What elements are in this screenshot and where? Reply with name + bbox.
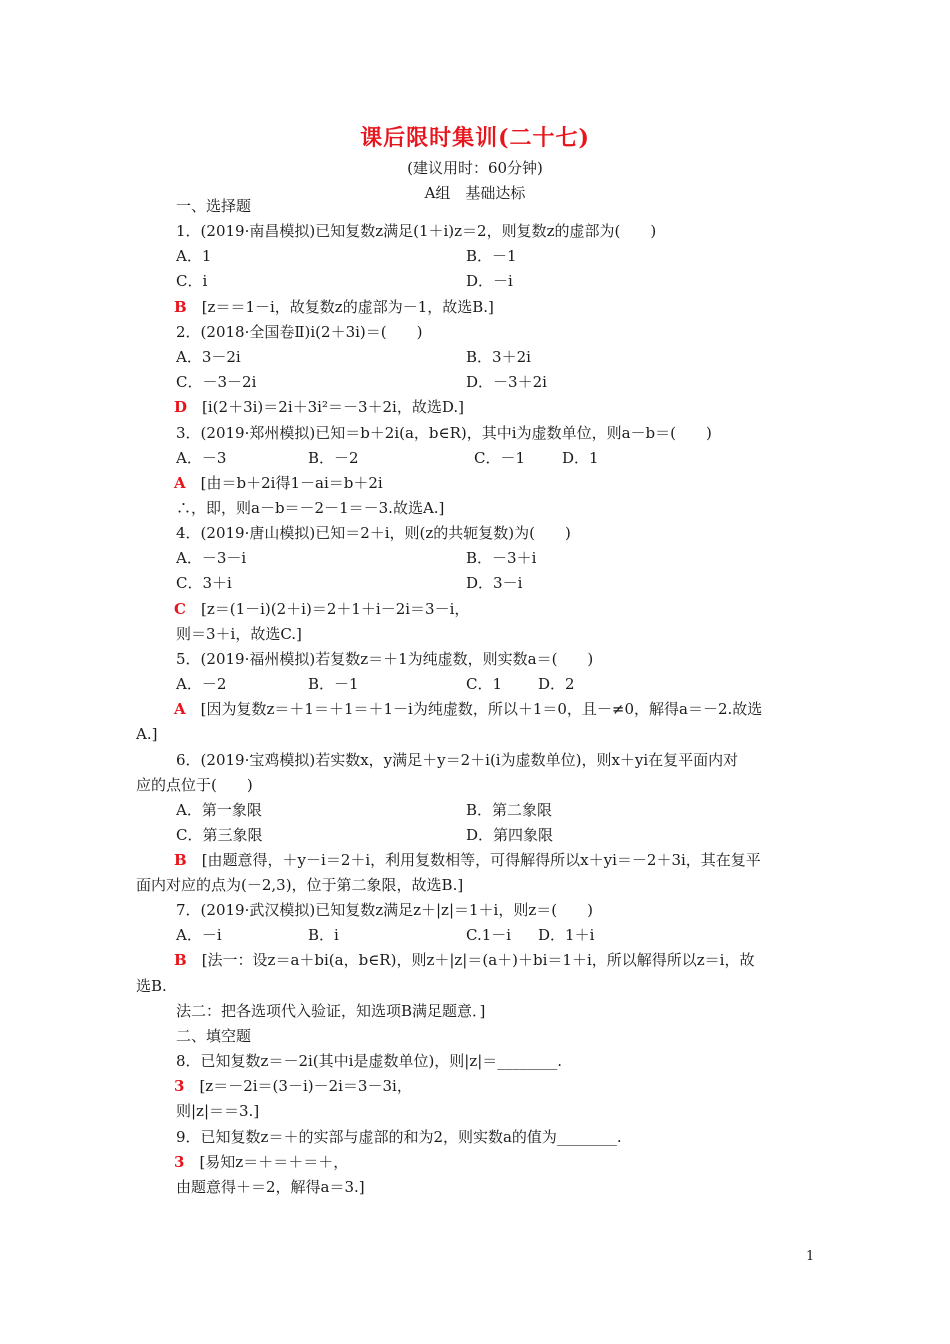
answer-line bbox=[174, 850, 761, 870]
text-line bbox=[176, 825, 262, 845]
line-text: [z＝－2i＝(3－i)－2i＝3－3i， bbox=[199, 1077, 412, 1095]
line-text: B．3＋2i bbox=[466, 348, 531, 366]
line-text: B．－2 bbox=[308, 449, 359, 467]
line-text: 二、填空题 bbox=[176, 1027, 252, 1045]
line-text: 6．(2019·宝鸡模拟)若实数x，y满足＋y＝2＋i(i为虚数单位)，则x＋yi在复平面内对 bbox=[176, 751, 739, 769]
text-line bbox=[176, 246, 211, 266]
line-text: 1．(2019·南昌模拟)已知复数z满足(1＋i)z＝2，则复数z的虚部为( ) bbox=[176, 222, 657, 240]
text-line bbox=[176, 548, 246, 568]
line-text: A．第一象限 bbox=[176, 801, 262, 819]
text-line bbox=[176, 900, 593, 920]
line-text: C．3＋i bbox=[176, 574, 232, 592]
text-line bbox=[176, 1001, 485, 1021]
line-text: A．－2 bbox=[176, 675, 227, 693]
answer-line bbox=[174, 1152, 348, 1172]
line-text: 2．(2018·全国卷Ⅱ)i(2＋3i)＝( ) bbox=[176, 323, 423, 341]
line-text: 3．(2019·郑州模拟)已知＝b＋2i(a，b∈R)，其中i为虚数单位，则a－b＝( ) bbox=[176, 424, 712, 442]
line-text: D．2 bbox=[538, 675, 575, 693]
text-line bbox=[176, 372, 256, 392]
text-line bbox=[176, 347, 241, 367]
line-text: [z＝(1－i)(2＋i)＝2＋1＋i－2i＝3－i， bbox=[200, 600, 470, 618]
text-line bbox=[176, 322, 422, 342]
line-text: C．－3－2i bbox=[176, 373, 257, 391]
text-line bbox=[466, 548, 536, 568]
answer-letter: A bbox=[174, 700, 186, 718]
text-line bbox=[176, 750, 738, 770]
line-text: C．1 bbox=[466, 675, 503, 693]
answer-line bbox=[174, 699, 762, 719]
answer-letter: 3 bbox=[174, 1077, 185, 1095]
text-line bbox=[176, 498, 444, 518]
text-line bbox=[466, 347, 531, 367]
text-line bbox=[176, 221, 656, 241]
answer-line bbox=[174, 473, 383, 493]
text-line bbox=[176, 1127, 622, 1147]
text-line bbox=[308, 674, 359, 694]
line-text: A．3－2i bbox=[176, 348, 241, 366]
group-heading: A组 基础达标 bbox=[424, 184, 526, 202]
answer-letter: B bbox=[174, 298, 187, 316]
text-line bbox=[136, 976, 167, 996]
line-text: D．1 bbox=[562, 449, 599, 467]
text-line bbox=[136, 875, 463, 895]
line-text: A．－3－i bbox=[176, 549, 247, 567]
text-line bbox=[176, 1026, 251, 1046]
line-text: C．－1 bbox=[474, 449, 526, 467]
text-line bbox=[176, 196, 251, 216]
line-text: A．－3 bbox=[176, 449, 227, 467]
answer-letter: A bbox=[174, 474, 186, 492]
line-text: C．第三象限 bbox=[176, 826, 263, 844]
line-text: D．3－i bbox=[466, 574, 523, 592]
line-text: [因为复数z＝＋1＝＋1＝＋1－i为纯虚数，所以＋1＝0，且－≠0，解得a＝－2.故选 bbox=[200, 700, 763, 718]
text-line bbox=[466, 800, 552, 820]
answer-letter: B bbox=[174, 951, 187, 969]
line-text: [由＝b＋2i得1－ai＝b＋2i bbox=[200, 474, 383, 492]
line-text: B．－3＋i bbox=[466, 549, 537, 567]
text-line bbox=[466, 925, 511, 945]
text-line bbox=[176, 624, 302, 644]
line-text: 由题意得＋＝2，解得a＝3.] bbox=[176, 1178, 365, 1196]
line-text: 选B. bbox=[136, 977, 167, 995]
line-text: 9．已知复数z＝＋的实部与虚部的和为2，则实数a的值为________. bbox=[176, 1128, 622, 1146]
answer-line bbox=[174, 1076, 412, 1096]
text-line bbox=[562, 448, 599, 468]
line-text: 5．(2019·福州模拟)若复数z＝＋1为纯虚数，则实数a＝( ) bbox=[176, 650, 594, 668]
line-text: C．i bbox=[176, 272, 208, 290]
line-text: 一、选择题 bbox=[176, 197, 252, 215]
line-text: B．－1 bbox=[466, 247, 517, 265]
page-number: 1 bbox=[806, 1249, 815, 1264]
text-line bbox=[176, 448, 226, 468]
line-text: B．－1 bbox=[308, 675, 359, 693]
page-title: 课后限时集训(二十七) bbox=[360, 125, 590, 151]
line-text: D．－i bbox=[466, 272, 513, 290]
line-text: A．－i bbox=[176, 926, 222, 944]
answer-line bbox=[174, 599, 469, 619]
text-line bbox=[176, 800, 262, 820]
text-line bbox=[176, 674, 226, 694]
line-text: [由题意得，＋y－i＝2＋i，利用复数相等，可得解得所以x＋yi＝－2＋3i，其在复平 bbox=[201, 851, 761, 869]
text-line bbox=[466, 271, 513, 291]
line-text: 则|z|＝＝3.] bbox=[176, 1102, 260, 1120]
answer-line bbox=[174, 297, 494, 317]
text-line bbox=[466, 246, 517, 266]
answer-line bbox=[174, 397, 464, 417]
line-text: 应的点位于( ) bbox=[136, 776, 253, 794]
answer-letter: C bbox=[174, 600, 186, 618]
text-line bbox=[308, 448, 359, 468]
text-line bbox=[538, 925, 594, 945]
time-note: (建议用时：60分钟) bbox=[407, 159, 543, 177]
text-line bbox=[176, 271, 207, 291]
line-text: [i(2＋3i)＝2i＋3i²＝－3＋2i，故选D.] bbox=[202, 398, 464, 416]
line-text: [易知z＝＋＝＋＝＋， bbox=[199, 1153, 349, 1171]
line-text: 4．(2019·唐山模拟)已知＝2＋i，则(z的共轭复数)为( ) bbox=[176, 524, 571, 542]
line-text: B．i bbox=[308, 926, 339, 944]
text-line bbox=[466, 825, 553, 845]
text-line bbox=[176, 573, 232, 593]
text-line bbox=[308, 925, 339, 945]
text-line bbox=[176, 523, 571, 543]
text-line bbox=[466, 372, 547, 392]
line-text: C.1－i bbox=[466, 926, 512, 944]
line-text: [法一：设z＝a＋bi(a，b∈R)，则z＋|z|＝(a＋)＋bi＝1＋i，所以解得所以z＝i，故 bbox=[201, 951, 755, 969]
line-text: D．第四象限 bbox=[466, 826, 554, 844]
line-text: D．1＋i bbox=[538, 926, 595, 944]
answer-line bbox=[174, 950, 754, 970]
text-line bbox=[176, 1101, 259, 1121]
answer-letter: D bbox=[174, 398, 188, 416]
text-line bbox=[176, 1051, 562, 1071]
line-text: A．1 bbox=[176, 247, 212, 265]
text-line bbox=[176, 649, 593, 669]
text-line bbox=[176, 925, 222, 945]
line-text: ∴，即，则a－b＝－2－1＝－3.故选A.] bbox=[176, 499, 445, 517]
answer-letter: 3 bbox=[174, 1153, 185, 1171]
text-line bbox=[136, 775, 253, 795]
text-line bbox=[136, 724, 157, 744]
text-line bbox=[466, 573, 522, 593]
text-line bbox=[474, 448, 525, 468]
line-text: A.] bbox=[136, 725, 158, 743]
line-text: 则＝3＋i，故选C.] bbox=[176, 625, 302, 643]
text-line bbox=[466, 674, 502, 694]
line-text: 7．(2019·武汉模拟)已知复数z满足z＋|z|＝1＋i，则z＝( ) bbox=[176, 901, 593, 919]
line-text: B．第二象限 bbox=[466, 801, 553, 819]
line-text: [z＝＝1－i，故复数z的虚部为－1，故选B.] bbox=[201, 298, 494, 316]
line-text: 8．已知复数z＝－2i(其中i是虚数单位)，则|z|＝________. bbox=[176, 1052, 563, 1070]
text-line bbox=[538, 674, 575, 694]
text-line bbox=[176, 1177, 365, 1197]
line-text: 法二：把各选项代入验证，知选项B满足题意．] bbox=[176, 1002, 486, 1020]
line-text: 面内对应的点为(－2,3)，位于第二象限，故选B.] bbox=[136, 876, 464, 894]
line-text: D．－3＋2i bbox=[466, 373, 547, 391]
text-line bbox=[176, 423, 712, 443]
answer-letter: B bbox=[174, 851, 187, 869]
